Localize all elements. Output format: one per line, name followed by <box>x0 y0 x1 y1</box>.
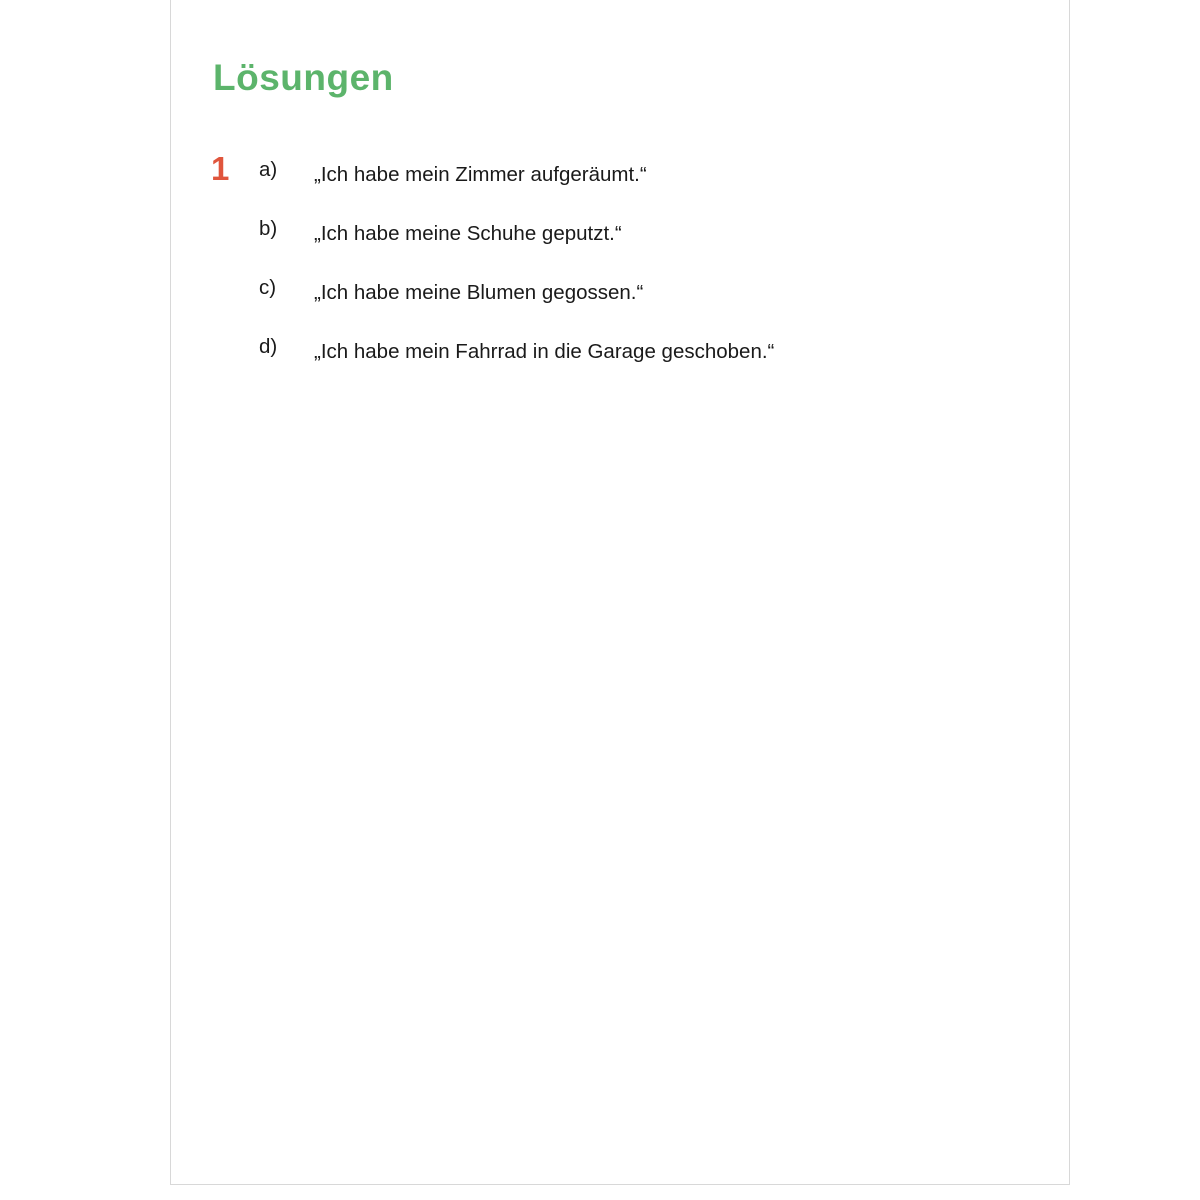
answer-list <box>259 150 1029 391</box>
answer-text: „Ich habe meine Schuhe geputzt.“ <box>314 221 622 245</box>
answer-text: „Ich habe mein Fahrrad in die Garage geschoben.“ <box>314 339 775 363</box>
exercise-block <box>211 150 1029 391</box>
list-item <box>259 332 1029 372</box>
page-title: Lösungen <box>213 57 394 98</box>
answer-label: c) <box>259 275 277 299</box>
document-page <box>170 0 1070 1185</box>
exercise-number: 1 <box>211 149 230 187</box>
list-item <box>259 214 1029 254</box>
list-item <box>259 273 1029 313</box>
answer-text: „Ich habe meine Blumen gegossen.“ <box>314 280 644 304</box>
answer-label: d) <box>259 334 278 358</box>
page-content <box>211 58 1029 391</box>
answer-text: „Ich habe mein Zimmer aufgeräumt.“ <box>314 162 647 186</box>
list-item <box>259 155 1029 195</box>
answer-label: b) <box>259 216 278 240</box>
answer-label: a) <box>259 157 278 181</box>
